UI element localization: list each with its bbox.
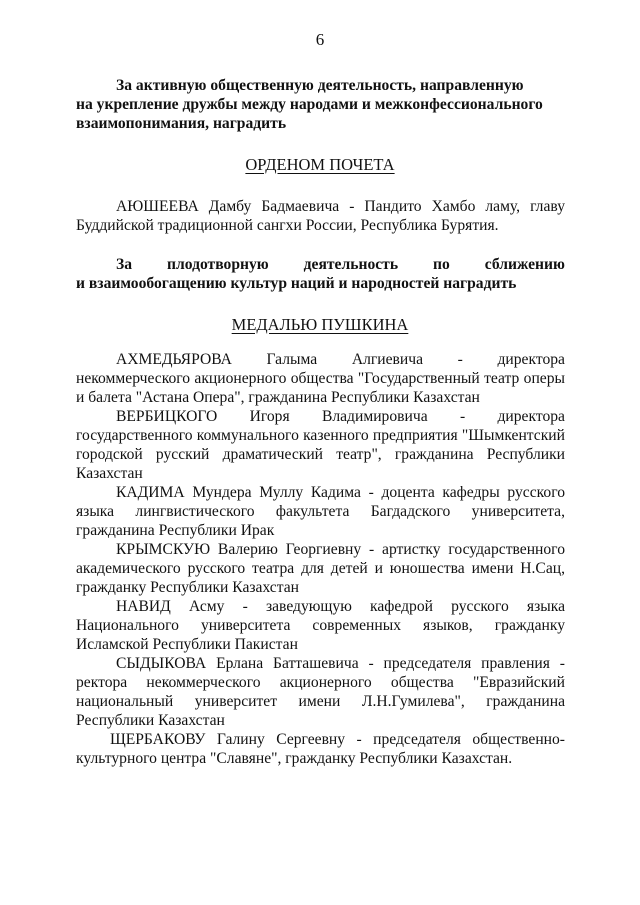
recipient-word: - — [457, 351, 463, 368]
recipient-word: - — [459, 408, 466, 425]
recipient-shcherbakova — [76, 730, 565, 768]
section1-line-3: взаимопонимания, наградить — [76, 115, 287, 132]
section1-line-1: За активную общественную деятельность, направленную — [116, 77, 524, 94]
recipient-name: АХМЕДЬЯРОВА — [116, 351, 232, 368]
recipients-list — [76, 350, 565, 768]
section2-preamble — [76, 255, 565, 293]
section1-preamble — [76, 76, 565, 133]
section1-line-2: на укрепление дружбы между народами и межконфессионального — [76, 96, 543, 113]
recipient-text: Валерию Георгиевну - артистку государственного академического русского театра для детей и юношества имени Н.Сац, гражданку Республики Казахстан — [76, 541, 565, 596]
recipient-first-line — [76, 350, 565, 369]
recipient-akhmedyarov — [76, 350, 565, 407]
section2-line-1 — [76, 255, 565, 274]
recipient-name: ЩЕРБАКОВУ — [110, 731, 206, 748]
preamble-word: За — [116, 256, 133, 273]
page-number: 6 — [315, 30, 325, 49]
recipient-word: директора — [497, 351, 565, 368]
recipient-kadim — [76, 483, 565, 540]
recipient-navid — [76, 597, 565, 654]
recipient-name: СЫДЫКОВА — [116, 655, 207, 672]
recipient-word: Алгиевича — [351, 351, 423, 368]
recipient-text: Мундера Муллу Кадима - доцента кафедры русского языка лингвистического факультета Багдадского университета, гражданина Республики Ирак — [76, 484, 565, 539]
recipient-name: КРЫМСКУЮ — [116, 541, 211, 558]
preamble-word: деятельность — [303, 256, 399, 273]
recipient-word: Игоря — [249, 408, 290, 425]
recipient-text: Галину Сергеевну - председателя общественно-культурного центра "Славяне", гражданку Республики Казахстан. — [76, 731, 565, 767]
recipient-word: директора — [497, 408, 565, 425]
award-heading-order: ОРДЕНОМ ПОЧЕТА — [245, 155, 395, 174]
recipient-name: НАВИД — [116, 598, 171, 615]
recipient-word: Галыма — [266, 351, 318, 368]
recipient-name: КАДИМА — [116, 484, 185, 501]
recipient-text: Дамбу Бадмаевича - Пандито Хамбо ламу, главу Буддийской традиционной сангхи России, Республика Бурятия. — [76, 198, 565, 234]
preamble-word: по — [433, 256, 450, 273]
recipient-text: государственного коммунального казенного предприятия "Шымкентский городской русский драматический театр", гражданина Республики Казахстан — [76, 427, 565, 482]
recipient-name: ВЕРБИЦКОГО — [116, 408, 218, 425]
recipient-name: АЮШЕЕВА — [116, 198, 199, 215]
award-heading-medal: МЕДАЛЬЮ ПУШКИНА — [231, 315, 409, 334]
recipient-verbitsky — [76, 407, 565, 483]
preamble-word: плодотворную — [166, 256, 269, 273]
recipient-ayusheev — [76, 197, 565, 235]
recipient-text: Асму - заведующую кафедрой русского языка Национального университета современных языков, гражданку Исламской Республики Пакистан — [76, 598, 565, 653]
recipient-word: Владимировича — [321, 408, 428, 425]
recipient-text: Ерлана Батташевича - председателя правления - ректора некоммерческого акционерного общества "Евразийский национальный университет имени Л.Н.Гумилева", гражданина Республики Казахстан — [76, 655, 565, 729]
recipient-first-line — [76, 407, 565, 426]
recipient-text: некоммерческого акционерного общества "Государственный театр оперы и балета "Астана Опера", гражданина Республики Казахстан — [76, 370, 565, 406]
preamble-word: сближению — [484, 256, 565, 273]
section2-line-2: и взаимообогащению культур наций и народностей наградить — [76, 275, 517, 292]
recipient-krymskaya — [76, 540, 565, 597]
recipient-sydykov — [76, 654, 565, 730]
